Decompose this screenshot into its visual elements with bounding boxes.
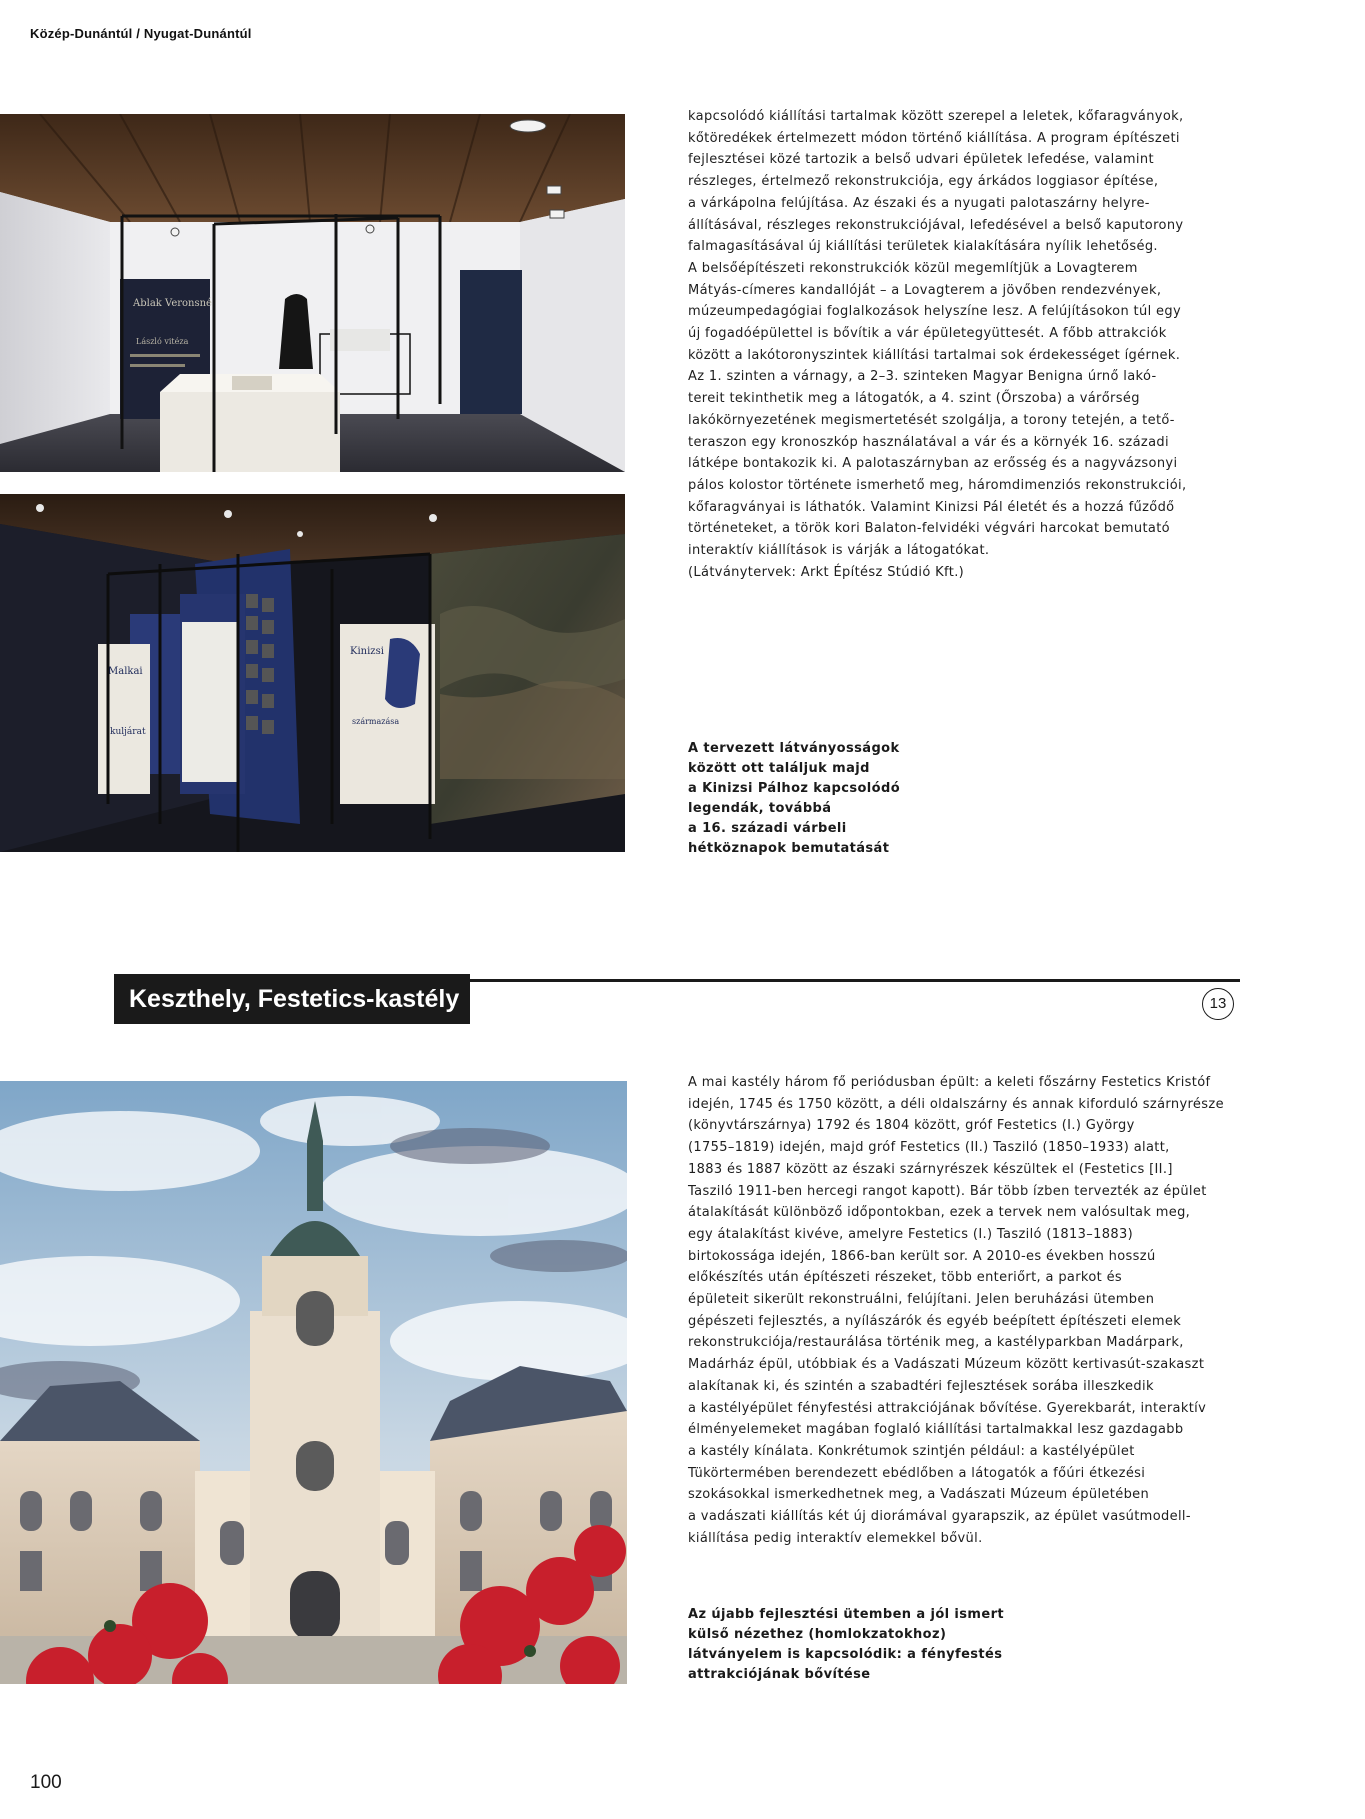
panel-title-text: Ablak Veronsné	[133, 298, 212, 309]
panel-b-sub-text: származása	[352, 717, 400, 726]
section-title: Keszthely, Festetics-kastély	[114, 974, 470, 1024]
panel-b-title-text: Kinizsi	[350, 646, 384, 657]
section-image-caption: Az újabb fejlesztési ütemben a jól ismert külső nézethez (homlokzatokhoz) látványelem is kapcsolódik: a fényfestés attrakciójának bővítése	[688, 1607, 1005, 1682]
festetics-castle-photo	[0, 1081, 627, 1684]
exhibition-render-image-2	[0, 494, 625, 852]
panel-subtitle-text: László vitéza	[136, 337, 189, 346]
panel-a-sub-text: kuljárat	[110, 727, 146, 737]
top-image-caption: A tervezett látványosságok között ott találjuk majd a Kinizsi Pálhoz kapcsolódó legendák, továbbá a 16. századi várbeli hétköznapok bemutatását	[688, 741, 901, 856]
exhibition-render-image-1	[0, 114, 625, 472]
page-number: 100	[30, 1772, 62, 1793]
running-head: Közép-Dunántúl / Nyugat-Dunántúl	[30, 26, 252, 41]
section-body-text: A mai kastély három fő periódusban épült: a keleti főszárny Festetics Kristóf idején, 1745 és 1750 között, a déli oldalszárny és annak kiforduló szárnyrésze (könyvtárszárnya) 1792 és 1804 között, gróf Festetics (I.) György (1755–1819) idején, majd gróf Festetics (II.) Tasziló (1850–1933) alatt, 1883 és 1887 között az északi szárnyrészek készültek el (Festetics [II.] Tasziló 1911-ben hercegi rangot kapott). Bár több ízben tervezték az épület átalakítását különböző időpontokban, ezek a tervek nem valósultak meg, egy átalakítást kivéve, amelyre Festetics (I.) Tasziló (1813–1883) birtokossága idején, 1866-ban került sor. A 2010-es években hosszú előkészítés után építészeti részeket, több enteriőrt, a parkot és épületeit sikerült rekonstruálni, felújítani. Jelen beruházási ütemben gépészeti fejlesztés, a nyílászárók és egyéb beépített építészeti elemek rekonstrukciója/restaurálása történik meg, a kastélyparkban Madárpark, Madárház épül, utóbbiak és a Vadászati Múzeum között kertivasút-szakaszt alakítanak ki, és szintén a szabadtéri fejlesztések sorába illeszkedik a kastélyépület fényfestési attrakciójának bővítése. Gyerekbarát, interaktív élményelemeket magában foglaló kiállítási tartalmakkal lesz gazdagabb a kastély kínálata. Konkrétumok szintjén például: a kastélyépület Tükörtermében berendezett ebédlőben a látogatók a főúri étkezési szokásokkal ismerkedhetnek meg, a Vadászati Múzeum épületében a vadászati kiállítás két új diorámával gyarapszik, az épület vasútmodell- kiállítása pedig interaktív elemekkel bővül.	[688, 1075, 1224, 1546]
section-number-badge: 13	[1202, 988, 1234, 1020]
panel-a-title-text: Malkai	[108, 666, 143, 677]
top-body-text: kapcsolódó kiállítási tartalmak között szerepel a leletek, kőfaragványok, kőtöredékek értelmezett módon történő kiállítása. A program építészeti fejlesztései közé tartozik a belső udvari épületek lefedése, valamint részleges, értelmező rekonstrukciója, egy árkádos loggiasor építése, a várkápolna felújítása. Az északi és a nyugati palotaszárny helyre- állításával, részleges rekonstrukciójával, lefedésével a belső kaputorony falmagasításával új kiállítási területek kialakítására nyílik lehetőség. A belsőépítészeti rekonstrukciók közül megemlítjük a Lovagterem Mátyás-címeres kandallóját – a Lovagterem a jövőben rendezvények, múzeumpedagógiai foglalkozások helyszíne lesz. A felújításokon túl egy új fogadóépülettel is bővítik a vár épületegyüttesét. A főbb attrakciók között a lakótoronyszintek kiállítási tartalmai sok érdekességet ígérnek. Az 1. szinten a várnagy, a 2–3. szinteken Magyar Benigna úrnő lakó- tereit tekinthetik meg a látogatók, a 4. szint (Őrszoba) a várőrség lakókörnyezetének megismertetését szolgálja, a torony tetején, a tető- teraszon egy kronoszkóp használatával a vár és a környék 16. századi látképe bontakozik ki. A palotaszárnyban az erősség és a nagyvázsonyi pálos kolostor története ismerhető meg, háromdimenziós rekonstrukciói, kőfaragványai is láthatók. Valamint Kinizsi Pál életét és a hozzá fűződő történeteket, a török kori Balaton-felvidéki végvári harcokat bemutató interaktív kiállítások is várják a látogatókat. (Látványtervek: Arkt Építész Stúdió Kft.)	[688, 109, 1187, 580]
